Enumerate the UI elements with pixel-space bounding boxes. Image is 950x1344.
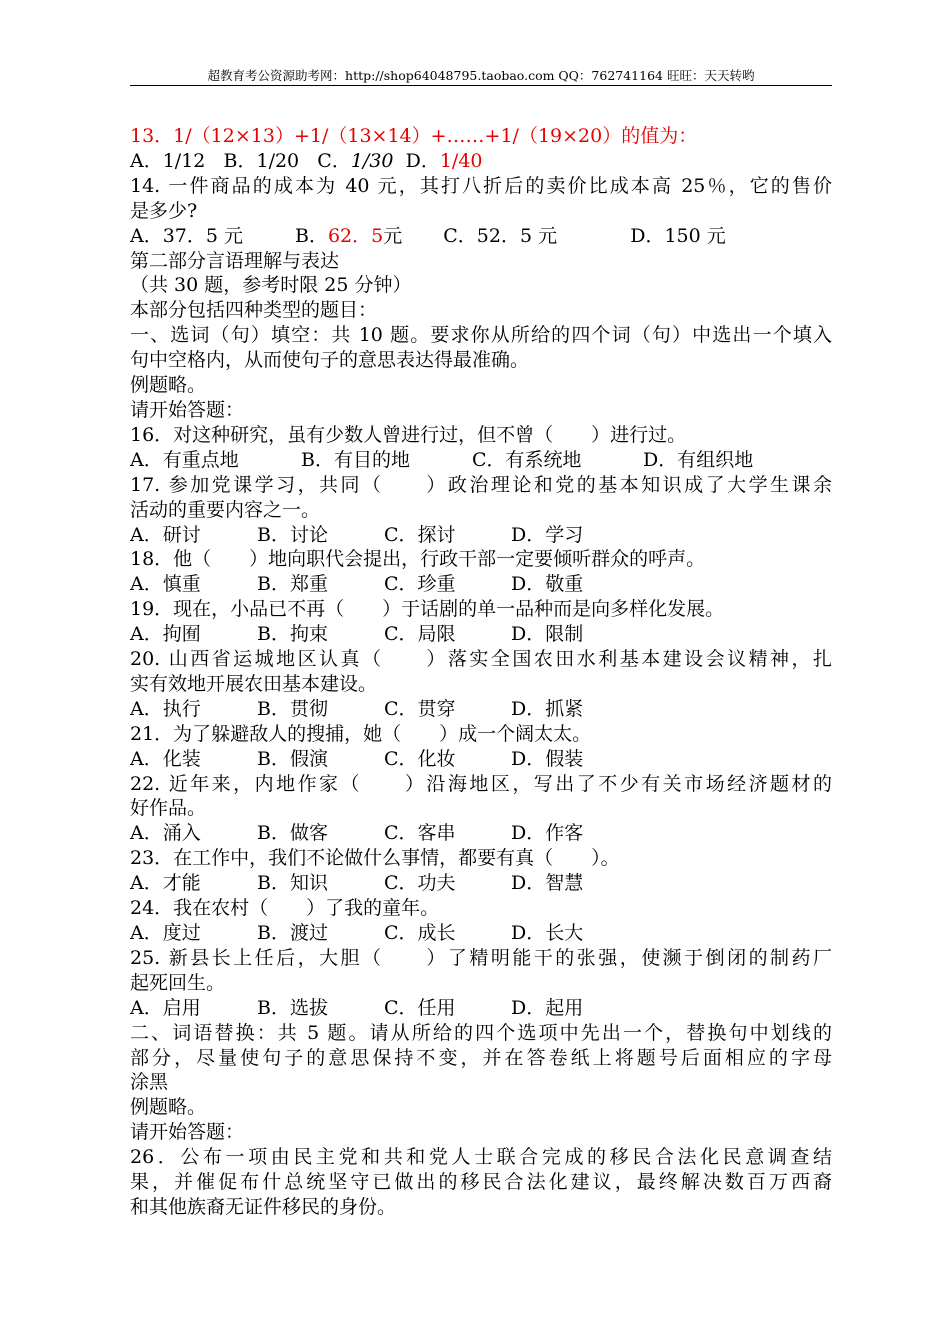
q16-option-d: D．有组织地 <box>643 448 754 471</box>
part2-intro: 本部分包括四种类型的题目： <box>130 299 378 322</box>
q24-option-b: B．渡过 <box>257 922 328 944</box>
q26-stem-line1: 26．公布一项由民主党和共和党人士联合完成的移民合法化民意调查结 <box>130 1146 832 1169</box>
q26-stem-line2: 果，并催促布什总统坚守已做出的移民合法化建议，最终解决数百万西裔 <box>130 1171 832 1194</box>
q16-option-c: C．有系统地 <box>472 448 582 471</box>
q14-option-b-value: 62．5 <box>327 224 384 247</box>
q23-option-d: D．智慧 <box>511 872 584 895</box>
q18-option-b: B．郑重 <box>257 573 328 596</box>
header-divider <box>130 85 832 86</box>
q17-options <box>130 523 832 548</box>
q13-option-b: B．1/20 <box>223 149 300 172</box>
q21-option-d: D．假装 <box>511 747 584 770</box>
q17-option-d: D．学习 <box>511 523 584 546</box>
sec2-start: 请开始答题： <box>130 1121 245 1144</box>
q19-option-c: C．局限 <box>384 623 456 646</box>
q13-option-d-value: 1/40 <box>439 149 483 172</box>
q21-option-b: B．假演 <box>257 747 328 770</box>
q24-options <box>130 921 832 946</box>
part2-title: 第二部分言语理解与表达 <box>130 249 340 272</box>
document-body <box>130 124 832 1220</box>
q22-options <box>130 821 832 846</box>
q17-stem-line2: 活动的重要内容之一。 <box>130 498 321 521</box>
q19-option-b: B．拘束 <box>257 623 328 646</box>
q18-options <box>130 572 832 597</box>
q14-option-b-label: B． <box>295 224 328 247</box>
q21-option-c: C．化妆 <box>384 747 456 770</box>
q21-options <box>130 747 832 772</box>
q25-stem-line1: 25. 新县长上任后，大胆（ ）了精明能干的张强，使濒于倒闭的制药厂 <box>130 946 832 969</box>
q16-option-b: B．有目的地 <box>301 448 410 471</box>
sec1-instructions-line2: 句中空格内，从而使句子的意思表达得最准确。 <box>130 349 530 372</box>
q17-stem-line1: 17. 参加党课学习，共同（ ）政治理论和党的基本知识成了大学生课余 <box>130 473 832 496</box>
q25-option-d: D．起用 <box>511 996 584 1019</box>
q20-stem-line1: 20. 山西省运城地区认真（ ）落实全国农田水利基本建设会议精神，扎 <box>130 648 832 671</box>
q25-stem-line2: 起死回生。 <box>130 971 226 994</box>
q19-option-a: A．拘囿 <box>130 623 201 646</box>
q13-options <box>130 149 832 174</box>
q25-option-a: A．启用 <box>130 996 201 1019</box>
q25-option-b: B．选拔 <box>257 996 328 1019</box>
q14-option-c: C．52．5 元 <box>443 224 558 247</box>
q20-options <box>130 697 832 722</box>
q22-option-d: D．作客 <box>511 822 584 845</box>
q16-options <box>130 448 832 473</box>
q18-option-c: C．珍重 <box>384 573 456 596</box>
q13-option-d-label: D． <box>405 149 440 172</box>
q23-options <box>130 871 832 896</box>
q24-option-c: C．成长 <box>384 922 456 944</box>
q23-option-b: B．知识 <box>257 872 328 895</box>
q24-stem: 24．我在农村（ ）了我的童年。 <box>130 897 440 920</box>
q16-stem: 16．对这种研究，虽有少数人曾进行过，但不曾（ ）进行过。 <box>130 423 687 446</box>
q17-option-a: A．研讨 <box>130 523 201 546</box>
q14-option-d: D．150 元 <box>630 224 726 247</box>
part2-subtitle: （共 30 题，参考时限 25 分钟） <box>130 274 412 297</box>
q23-option-c: C．功夫 <box>384 872 456 895</box>
q22-option-b: B．做客 <box>257 822 328 845</box>
q13-option-c-label: C． <box>317 149 351 172</box>
q22-option-c: C．客串 <box>384 822 456 845</box>
q22-stem-line1: 22. 近年来，内地作家（ ）沿海地区，写出了不少有关市场经济题材的 <box>130 772 832 795</box>
q13-option-c-value: 1/30 <box>350 149 394 172</box>
q21-option-a: A．化装 <box>130 747 201 770</box>
q26-stem-line3: 和其他族裔无证件移民的身份。 <box>130 1195 397 1218</box>
sec2-instructions-line1: 二、词语替换：共 5 题。请从所给的四个选项中先出一个，替换句中划线的 <box>130 1021 832 1044</box>
sec1-instructions-line1: 一、选词（句）填空：共 10 题。要求你从所给的四个词（句）中选出一个填入 <box>130 324 832 347</box>
q19-option-d: D．限制 <box>511 623 584 646</box>
q13-option-a: A．1/12 <box>130 149 206 172</box>
sec1-start: 请开始答题： <box>130 398 245 421</box>
q18-option-d: D．敬重 <box>511 573 584 596</box>
q22-stem-line2: 好作品。 <box>130 797 207 820</box>
q13-stem: 13．1/（12×13）+1/（13×14）+……+1/（19×20）的值为： <box>130 125 698 147</box>
q20-option-d: D．抓紧 <box>511 697 584 720</box>
q14-option-a: A．37．5 元 <box>130 224 244 247</box>
q14-option-b-unit: 元 <box>383 224 403 247</box>
sec1-example: 例题略。 <box>130 374 207 397</box>
q14-stem-line1: 14. 一件商品的成本为 40 元，其打八折后的卖价比成本高 25％，它的售价 <box>130 174 832 197</box>
page-header: 超教育考公资源助考网：http://shop64048795.taobao.com QQ：762741164 旺旺：天天转哟 <box>207 68 755 83</box>
sec2-instructions-line3: 涂黑 <box>130 1071 169 1094</box>
q17-option-c: C．探讨 <box>384 523 456 546</box>
q25-option-c: C．任用 <box>384 996 456 1019</box>
q18-option-a: A．慎重 <box>130 573 201 596</box>
q20-option-a: A．执行 <box>130 697 201 720</box>
q19-options <box>130 622 832 647</box>
q18-stem: 18．他（ ）地向职代会提出，行政干部一定要倾听群众的呼声。 <box>130 548 706 571</box>
q17-option-b: B．讨论 <box>257 523 328 546</box>
sec2-instructions-line2: 部分，尽量使句子的意思保持不变，并在答卷纸上将题号后面相应的字母 <box>130 1046 832 1069</box>
q24-option-a: A．度过 <box>130 922 201 944</box>
q22-option-a: A．涌入 <box>130 822 201 845</box>
q24-option-d: D．长大 <box>511 922 584 944</box>
q16-option-a: A．有重点地 <box>130 448 239 471</box>
q19-stem: 19．现在，小品已不再（ ）于话剧的单一品种而是向多样化发展。 <box>130 598 725 621</box>
sec2-example: 例题略。 <box>130 1096 207 1119</box>
q25-options <box>130 996 832 1021</box>
q21-stem: 21．为了躲避敌人的搜捕，她（ ）成一个阔太太。 <box>130 722 592 745</box>
q23-stem: 23．在工作中，我们不论做什么事情，都要有真（ ）。 <box>130 847 620 870</box>
q20-option-c: C．贯穿 <box>384 697 456 720</box>
q23-option-a: A．才能 <box>130 872 201 895</box>
q20-option-b: B．贯彻 <box>257 697 328 720</box>
q14-options <box>130 224 832 249</box>
q14-stem-line2: 是多少? <box>130 199 198 222</box>
q20-stem-line2: 实有效地开展农田基本建设。 <box>130 672 378 695</box>
